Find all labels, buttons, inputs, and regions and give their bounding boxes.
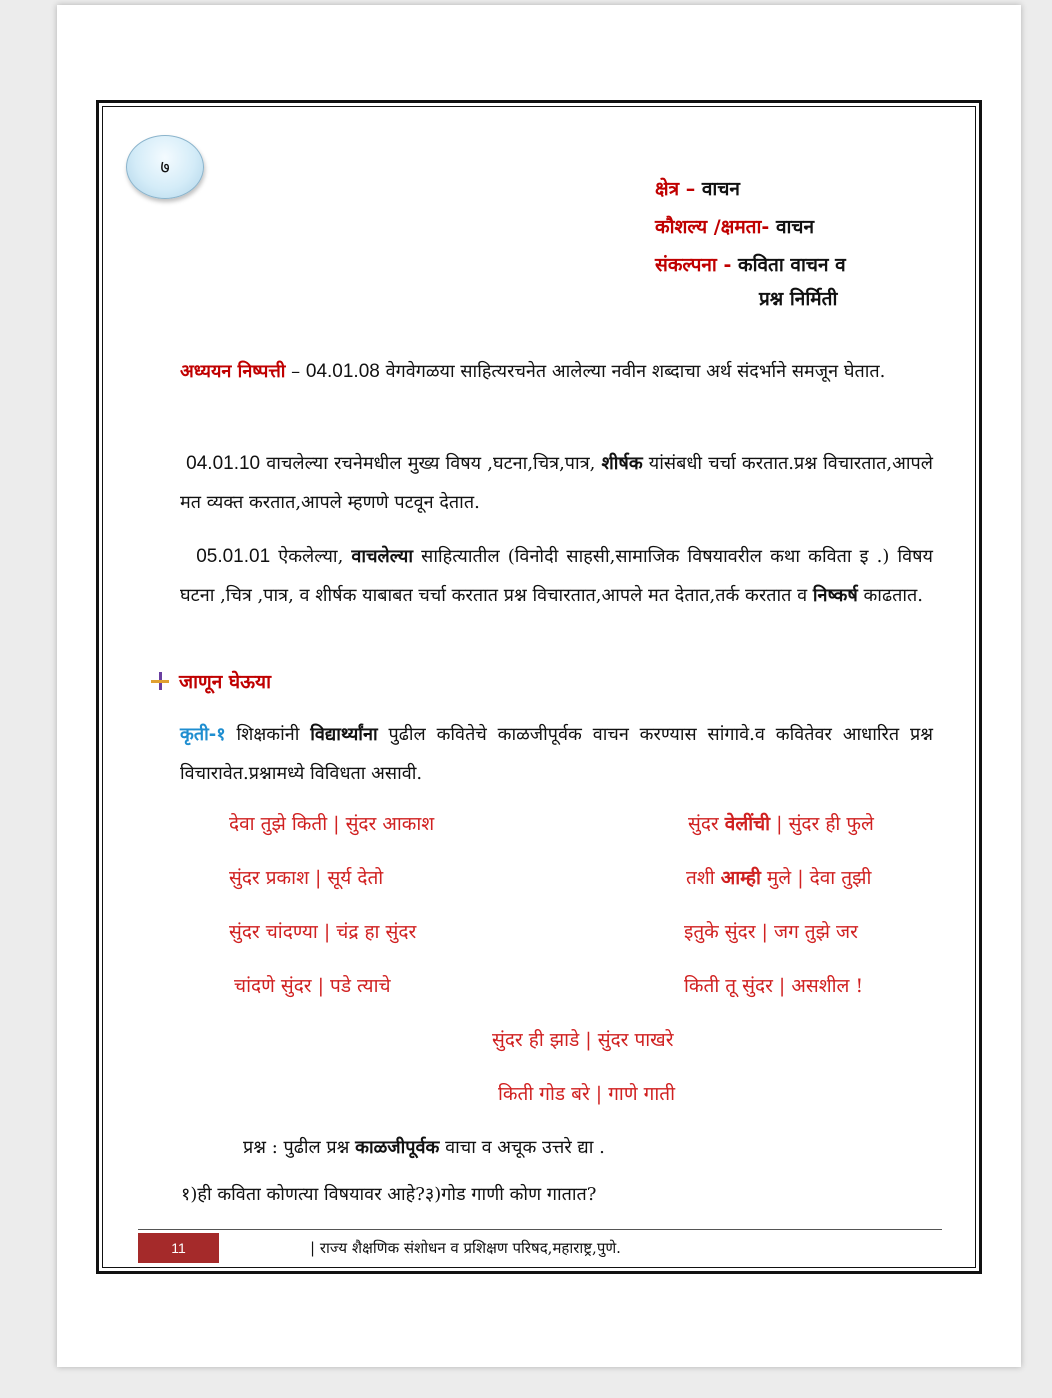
footer-divider: [138, 1229, 942, 1230]
kshetra-line: [655, 170, 846, 208]
poem-text: सुंदर: [688, 813, 725, 835]
outcome-bold: निष्कर्ष: [812, 585, 858, 606]
poem-text: तशी: [686, 867, 721, 889]
outcome-bold: शीर्षक: [601, 453, 643, 474]
outcome-text: साहित्यातील (विनोदी साहसी,सामाजिक विषयावरील कथा कविता इ .) विषय घटना ,चित्र ,पात्र, व शीर्षक याबाबत चर्चा करतात प्रश्न विचारतात,आपले मत देतात,तर्क करतात व: [180, 546, 933, 606]
activity-instruction: [180, 715, 933, 793]
poem-line-right-2: [686, 864, 871, 890]
outcome-text: काढतात.: [857, 585, 923, 606]
outcome-text: ऐकलेल्या,: [270, 546, 352, 567]
question-list: १)ही कविता कोणत्या विषयावर आहे?३)गोड गाणी कोण गातात?: [181, 1184, 597, 1205]
sankalpana-value-continued: प्रश्न निर्मिती: [759, 288, 838, 310]
learning-outcome-2: [180, 444, 933, 522]
kshetra-value: वाचन: [701, 178, 740, 200]
page-number-box: [138, 1233, 219, 1263]
poem-bold: आम्ही: [720, 867, 761, 889]
footer-publisher: | राज्य शैक्षणिक संशोधन व प्रशिक्षण परिषद,महाराष्ट्र,पुणे.: [310, 1239, 621, 1257]
four-point-star-bullet-icon: [151, 672, 169, 690]
outcome-bold: वाचलेल्या: [351, 546, 414, 567]
learning-outcome-3: [180, 537, 933, 615]
poem-line-right-1: [688, 810, 874, 836]
poem-line-left-1: देवा तुझे किती | सुंदर आकाश: [229, 813, 435, 835]
poem-text: मुले | देवा तुझी: [760, 867, 872, 889]
poem-line-center-1: सुंदर ही झाडे | सुंदर पाखरे: [492, 1029, 674, 1051]
outcome-text: वेगवेगळया साहित्यरचनेत आलेल्या नवीन शब्दाचा अर्थ संदर्भाने समजून घेतात.: [379, 361, 886, 382]
page-number: 11: [171, 1240, 186, 1256]
question-instruction: [243, 1135, 605, 1159]
kaushalya-label: कौशल्य /क्षमता-: [655, 216, 770, 238]
sankalpana-label: संकल्पना -: [655, 254, 732, 276]
sankalpana-value: कविता वाचन व: [737, 254, 846, 276]
topic-metadata: [655, 170, 846, 318]
section-heading-text: जाणून घेऊया: [179, 671, 272, 693]
poem-bold: वेलींची: [724, 813, 771, 835]
activity-label: कृती-१: [180, 724, 226, 745]
outcome-text: वाचलेल्या रचनेमधील मुख्य विषय ,घटना,चित्र,पात्र,: [260, 453, 602, 474]
outcome-code: 05.01.01: [196, 546, 271, 567]
question-bold: काळजीपूर्वक: [355, 1137, 440, 1158]
outcome-code: 04.01.10: [186, 453, 261, 474]
poem-line-center-2: किती गोड बरे | गाणे गाती: [498, 1083, 675, 1105]
activity-text: पुढील कवितेचे काळजीपूर्वक वाचन करण्यास सांगावे.व कवितेवर आधारित प्रश्न विचारावेत.प्रश्नामध्ये विविधता असावी.: [180, 724, 933, 784]
kaushalya-value: वाचन: [775, 216, 815, 238]
learning-outcome-1: [180, 352, 933, 391]
outcome-text: यांसंबधी चर्चा करतात.प्रश्न विचारतात,आपले मत व्यक्त करतात,आपले म्हणणे पटवून देतात.: [180, 453, 933, 513]
activity-bold: विद्यार्थ्यांना: [310, 724, 378, 745]
sankalpana-line: [655, 246, 846, 284]
activity-text: शिक्षकांनी: [225, 724, 311, 745]
question-text: प्रश्न : पुढील प्रश्न: [243, 1137, 356, 1158]
poem-line-right-3: इतुके सुंदर | जग तुझे जर: [684, 921, 858, 943]
section-heading: [151, 668, 271, 694]
outcome-code: 04.01.08: [305, 361, 380, 382]
outcomes-label: अध्ययन निष्पत्ती: [180, 361, 286, 382]
poem-line-left-2: सुंदर प्रकाश | सूर्य देतो: [229, 867, 384, 889]
kshetra-label: क्षेत्र –: [655, 178, 696, 200]
poem-line-left-3: सुंदर चांदण्या | चंद्र हा सुंदर: [229, 921, 417, 943]
question-text: वाचा व अचूक उत्तरे द्या .: [439, 1137, 605, 1158]
poem-text: | सुंदर ही फुले: [770, 813, 874, 835]
outcomes-dash: –: [285, 361, 306, 382]
chapter-number: ७: [160, 157, 170, 178]
chapter-number-badge: [126, 135, 204, 199]
poem-line-left-4: चांदणे सुंदर | पडे त्याचे: [234, 975, 391, 997]
poem-line-right-4: किती तू सुंदर | असशील !: [684, 975, 864, 997]
kaushalya-line: [655, 208, 846, 246]
